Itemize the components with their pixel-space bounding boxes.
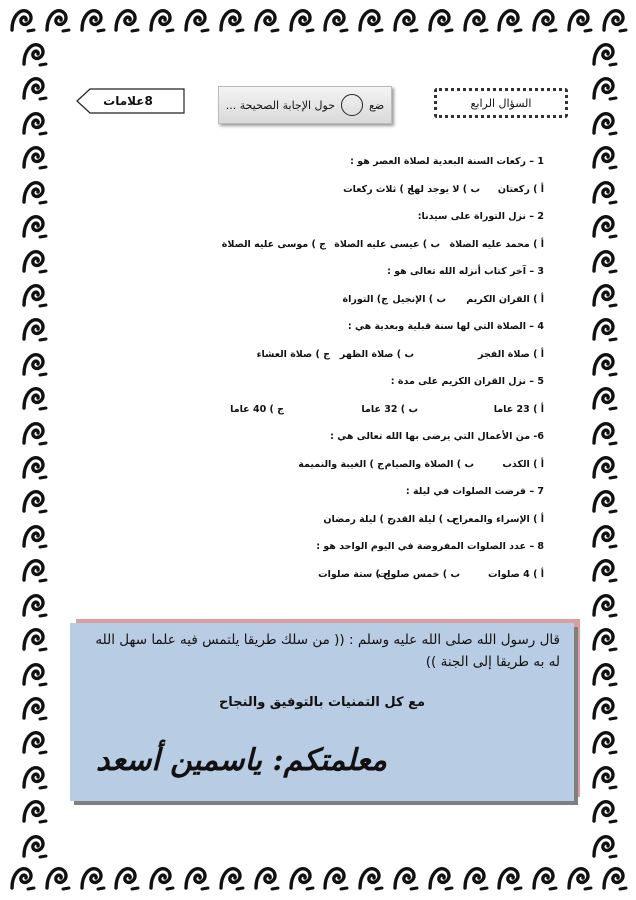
answer-option[interactable]: ب ) عيسى عليه الصلاة [334,239,440,250]
instruction-put: ضع [369,98,385,112]
swirl-ornament-icon [20,625,48,653]
answer-option[interactable]: ج ) ستة صلوات [318,569,390,580]
options-row [74,239,544,253]
swirl-ornament-icon [20,763,48,791]
question-item [74,211,544,266]
swirl-ornament-icon [20,315,48,343]
answer-option[interactable]: أ ) الكذب [502,459,544,470]
swirl-ornament-icon [565,6,593,34]
swirl-ornament-icon [78,6,106,34]
swirl-ornament-icon [590,625,618,653]
question-stem: 1 – ركعات السنة البعدية لصلاة العصر هو : [350,156,544,167]
answer-option[interactable]: ج ) الغيبة والنميمة [298,459,384,470]
options-row [74,459,544,473]
question-item [74,431,544,486]
swirl-ornament-icon [20,281,48,309]
question-stem: 2 – نزل التوراة على سيدنا: [417,211,544,222]
swirl-ornament-icon [600,864,628,892]
swirl-ornament-icon [20,212,48,240]
swirl-ornament-icon [20,660,48,688]
answer-option[interactable]: ب ) الإنجيل [392,294,446,305]
swirl-ornament-icon [590,350,618,378]
question-item [74,321,544,376]
marks-text: 8علامات [103,94,153,108]
answer-option[interactable]: ج ) صلاة العشاء [256,349,330,360]
question-item [74,541,544,596]
swirl-ornament-icon [112,864,140,892]
answer-option[interactable]: أ ) محمد عليه الصلاة [449,239,544,250]
swirl-ornament-icon [20,556,48,584]
question-stem: 5 – نزل القران الكريم على مدة : [390,376,544,387]
swirl-ornament-icon [590,556,618,584]
swirl-ornament-icon [590,591,618,619]
swirl-ornament-icon [321,6,349,34]
swirl-ornament-icon [252,864,280,892]
swirl-ornament-icon [182,864,210,892]
answer-option[interactable]: ب ) خمس صلوات [377,569,460,580]
swirl-ornament-icon [391,864,419,892]
teacher-signature: معلمتكم: ياسمين أسعد [96,743,387,778]
swirl-ornament-icon [461,864,489,892]
swirl-ornament-icon [590,40,618,68]
swirl-ornament-icon [530,6,558,34]
circle-icon [341,94,363,116]
swirl-ornament-icon [590,763,618,791]
swirl-ornament-icon [252,6,280,34]
swirl-ornament-icon [287,6,315,34]
swirl-ornament-icon [8,864,36,892]
swirl-ornament-icon [590,797,618,825]
swirl-ornament-icon [590,178,618,206]
swirl-ornament-icon [20,74,48,102]
options-row [74,514,544,528]
answer-option[interactable]: ج ) 40 عاما [230,404,284,415]
hadith-text: قال رسول الله صلى الله عليه وسلم : (( من سلك طريقا يلتمس فيه علما سهل الله له به طريقا إلى الجنة )) [95,632,560,670]
swirl-ornament-icon [600,6,628,34]
question-stem: 6- من الأعمال التي يرضى بها الله تعالى هي : [330,431,544,442]
swirl-ornament-icon [530,864,558,892]
swirl-ornament-icon [321,864,349,892]
answer-option[interactable]: أ ) 4 صلوات [488,569,544,580]
swirl-ornament-icon [461,6,489,34]
answer-option[interactable]: ب ) لا يوجد لها [410,184,480,195]
instruction-text: حول الإجابة الصحيحة ... [225,98,336,112]
swirl-ornament-icon [20,40,48,68]
bottom-border [0,864,636,898]
wish-text: مع كل التمنيات بالتوفيق والنجاح [218,695,426,710]
swirl-ornament-icon [356,864,384,892]
swirl-ornament-icon [20,728,48,756]
swirl-ornament-icon [20,247,48,275]
swirl-ornament-icon [20,109,48,137]
answer-option[interactable]: ج ) موسى عليه الصلاة [221,239,326,250]
options-row [74,184,544,198]
answer-option[interactable]: ب ) ليلة القدر [390,514,456,525]
swirl-ornament-icon [590,419,618,447]
answer-option[interactable]: ب ) صلاة الظهر [339,349,414,360]
swirl-ornament-icon [426,6,454,34]
marks-badge [76,88,186,114]
question-stem: 3 – آخر كتاب أنزله الله تعالى هو : [387,266,544,277]
answer-option[interactable]: ب ) الصلاة والصيام [384,459,474,470]
question-title [434,88,568,118]
swirl-ornament-icon [147,6,175,34]
answer-option[interactable]: أ ) القران الكريم [466,294,544,305]
swirl-ornament-icon [182,6,210,34]
swirl-ornament-icon [590,453,618,481]
swirl-ornament-icon [20,178,48,206]
swirl-ornament-icon [112,6,140,34]
swirl-ornament-icon [20,453,48,481]
swirl-ornament-icon [391,6,419,34]
swirl-ornament-icon [590,109,618,137]
swirl-ornament-icon [590,487,618,515]
question-item [74,486,544,541]
swirl-ornament-icon [590,384,618,412]
swirl-ornament-icon [287,864,315,892]
answer-option[interactable]: أ ) الإسراء والمعراج [452,514,544,525]
swirl-ornament-icon [20,522,48,550]
swirl-ornament-icon [43,864,71,892]
options-row [74,349,544,363]
swirl-ornament-icon [495,6,523,34]
swirl-ornament-icon [495,864,523,892]
options-row [74,404,544,418]
swirl-ornament-icon [20,797,48,825]
swirl-ornament-icon [147,864,175,892]
swirl-ornament-icon [43,6,71,34]
left-border [14,40,54,860]
options-row [74,294,544,308]
swirl-ornament-icon [590,143,618,171]
question-item [74,156,544,211]
swirl-ornament-icon [590,660,618,688]
question-item [74,266,544,321]
swirl-ornament-icon [217,864,245,892]
top-border [0,6,636,40]
swirl-ornament-icon [78,864,106,892]
answer-option[interactable]: أ ) 23 عاما [493,404,544,415]
options-row [74,569,544,583]
swirl-ornament-icon [590,694,618,722]
answer-option[interactable]: ب ) 32 عاما [361,404,418,415]
swirl-ornament-icon [217,6,245,34]
swirl-ornament-icon [590,832,618,860]
answer-option[interactable]: ج) التوراة [342,294,388,305]
answer-option[interactable]: ج ) ثلاث ركعات [343,184,414,195]
swirl-ornament-icon [590,74,618,102]
right-border [584,40,624,860]
swirl-ornament-icon [590,247,618,275]
swirl-ornament-icon [356,6,384,34]
swirl-ornament-icon [590,522,618,550]
quote-box [70,623,574,801]
swirl-ornament-icon [590,281,618,309]
swirl-ornament-icon [565,864,593,892]
question-title-text: السؤال الرابع [470,96,532,110]
answer-option[interactable]: أ ) ركعتان [497,184,544,195]
swirl-ornament-icon [8,6,36,34]
swirl-ornament-icon [20,419,48,447]
question-stem: 7 – فرضت الصلوات في ليلة : [405,486,544,497]
swirl-ornament-icon [20,143,48,171]
swirl-ornament-icon [20,694,48,722]
swirl-ornament-icon [20,384,48,412]
swirl-ornament-icon [20,832,48,860]
question-stem: 4 – الصلاة التي لها سنة قبلية وبعدية هي : [347,321,544,332]
swirl-ornament-icon [20,350,48,378]
swirl-ornament-icon [20,591,48,619]
instruction-box [218,86,392,124]
question-item [74,376,544,431]
question-stem: 8 – عدد الصلوات المفروضة في اليوم الواحد هو : [316,541,544,552]
swirl-ornament-icon [426,864,454,892]
swirl-ornament-icon [590,315,618,343]
swirl-ornament-icon [590,212,618,240]
answer-option[interactable]: أ ) صلاة الفجر [478,349,544,360]
answer-option[interactable]: ج ) ليلة رمضان [323,514,394,525]
swirl-ornament-icon [590,728,618,756]
swirl-ornament-icon [20,487,48,515]
questions-list [74,156,544,596]
